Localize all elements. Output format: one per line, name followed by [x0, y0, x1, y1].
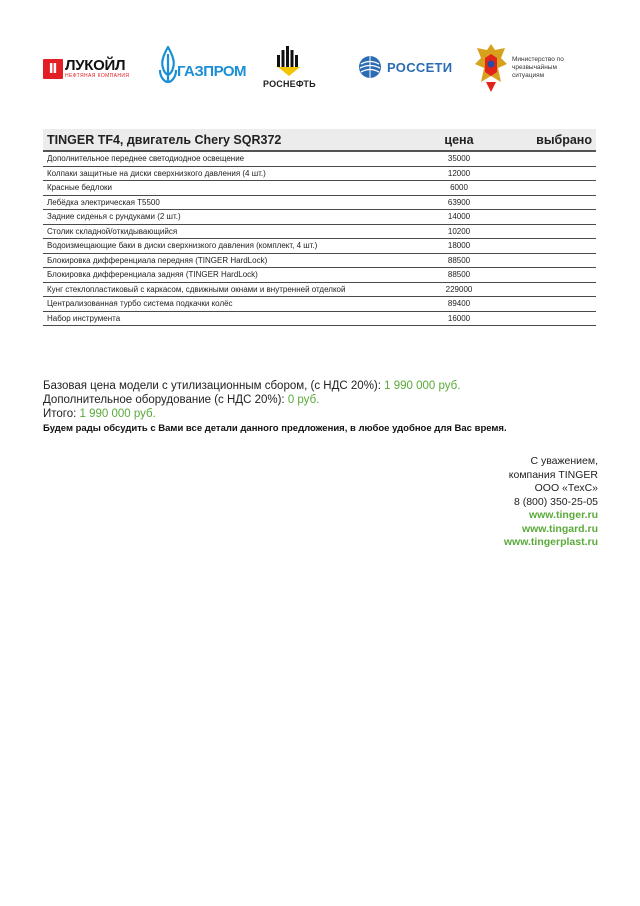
gazprom-flame-icon [157, 46, 179, 84]
rosneft-emblem-icon [276, 45, 302, 77]
link-tingard[interactable]: www.tingard.ru [521, 522, 598, 535]
item-price: 10200 [415, 224, 503, 239]
table-row [43, 311, 596, 326]
base-price-label: Базовая цена модели с утилизационным сбором, (с НДС 20%): [43, 380, 385, 392]
item-price: 89400 [415, 297, 503, 312]
regards-text: С уважением, [530, 455, 598, 467]
item-name: Красные бедлоки [43, 181, 415, 196]
item-name: Блокировка дифференциала передняя (TINGER HardLock) [43, 253, 415, 268]
table-row [43, 181, 596, 196]
rosseti-name: РОССЕТИ [387, 59, 453, 75]
item-name: Водоизмещающие баки в диски сверхнизкого давления (комплект, 4 шт.) [43, 239, 415, 254]
item-price: 88500 [415, 268, 503, 283]
table-row [43, 224, 596, 239]
company-text: компания TINGER [508, 468, 598, 481]
table-row [43, 282, 596, 297]
table-title: TINGER TF4, двигатель Chery SQR372 [43, 129, 415, 151]
lukoil-name: ЛУКОЙЛ [65, 57, 126, 74]
total-label: Итого: [43, 408, 80, 420]
item-name: Колпаки защитные на диски сверхнизкого давления (4 шт.) [43, 166, 415, 181]
extra-equipment-label: Дополнительное оборудование (с НДС 20%): [43, 394, 288, 406]
item-name: Кунг стеклопластиковый с каркасом, сдвижными окнами и внутренней отделкой [43, 282, 415, 297]
item-price: 14000 [415, 210, 503, 225]
total-line [43, 407, 603, 421]
gazprom-logo [157, 46, 246, 84]
item-name: Централизованная турбо система подкачки колёс [43, 297, 415, 312]
lukoil-mark-icon: Ⅱ [43, 59, 63, 79]
item-selected [503, 268, 596, 283]
closing-text: Будем рады обсудить с Вами все детали данного предложения, в любое удобное для Вас время. [43, 423, 507, 434]
rosneft-logo [263, 45, 316, 89]
rosneft-name: РОСНЕФТЬ [263, 79, 316, 89]
item-name: Блокировка дифференциала задняя (TINGER HardLock) [43, 268, 415, 283]
item-selected [503, 181, 596, 196]
item-price: 6000 [415, 181, 503, 196]
total-value: 1 990 000 руб. [79, 408, 156, 420]
lukoil-subtitle: НЕФТЯНАЯ КОМПАНИЯ [65, 73, 130, 79]
item-price: 18000 [415, 239, 503, 254]
table-row [43, 195, 596, 210]
selected-column-header: выбрано [503, 129, 596, 151]
table-row [43, 253, 596, 268]
item-price: 88500 [415, 253, 503, 268]
mchs-logo [474, 42, 580, 94]
phone-text: 8 (800) 350-25-05 [513, 495, 598, 508]
item-selected [503, 195, 596, 210]
item-name: Набор инструмента [43, 311, 415, 326]
item-selected [503, 253, 596, 268]
base-price-line [43, 379, 603, 393]
base-price-value: 1 990 000 руб. [384, 380, 461, 392]
link-tingerplast[interactable]: www.tingerplast.ru [503, 536, 598, 548]
item-name: Задние сиденья с рундуками (2 шт.) [43, 210, 415, 225]
item-price: 16000 [415, 311, 503, 326]
rosseti-logo [358, 55, 452, 79]
item-price: 229000 [415, 282, 503, 297]
extra-equipment-value: 0 руб. [287, 394, 320, 406]
extra-equipment-line [43, 393, 603, 407]
item-selected [503, 311, 596, 326]
equipment-table [43, 129, 596, 326]
table-row [43, 210, 596, 225]
gazprom-name: ГАЗПРОМ [177, 62, 247, 80]
table-row [43, 166, 596, 181]
table-row [43, 239, 596, 254]
mchs-name: Министерство по чрезвычайным ситуациям [512, 56, 564, 79]
item-selected [503, 166, 596, 181]
rosseti-globe-icon [358, 55, 382, 79]
mchs-emblem-icon [474, 42, 508, 94]
item-selected [503, 224, 596, 239]
item-selected [503, 297, 596, 312]
org-text: ООО «ТехС» [534, 482, 598, 494]
lukoil-logo [43, 58, 129, 79]
item-name: Столик складной/откидывающийся [43, 224, 415, 239]
item-selected [503, 151, 596, 166]
table-row [43, 151, 596, 166]
table-row [43, 268, 596, 283]
item-selected [503, 239, 596, 254]
item-price: 12000 [415, 166, 503, 181]
price-summary [43, 379, 603, 436]
link-tinger[interactable]: www.tinger.ru [528, 509, 598, 521]
price-column-header: цена [415, 129, 503, 151]
item-selected [503, 210, 596, 225]
item-price: 63900 [415, 195, 503, 210]
item-selected [503, 282, 596, 297]
item-name: Дополнительное переднее светодиодное освещение [43, 151, 415, 166]
partner-logos [0, 42, 640, 98]
table-header-row [43, 129, 596, 151]
item-price: 35000 [415, 151, 503, 166]
signature-block [504, 455, 598, 550]
table-row [43, 297, 596, 312]
item-name: Лебёдка электрическая T5500 [43, 195, 415, 210]
